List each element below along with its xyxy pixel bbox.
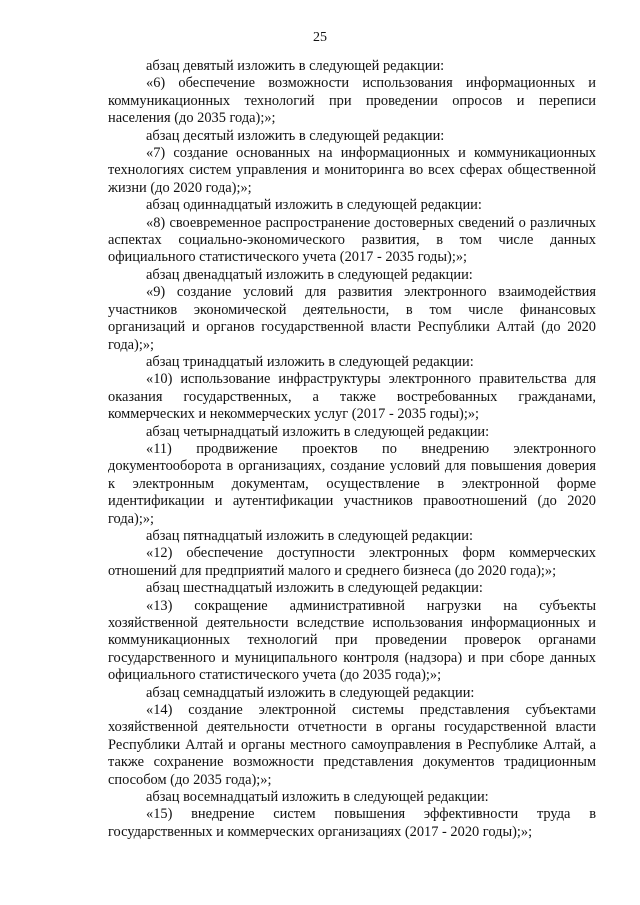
paragraph-3: абзац десятый изложить в следующей редакции:: [146, 127, 445, 144]
paragraph-11: абзац четырнадцатый изложить в следующей редакции:: [146, 423, 490, 440]
paragraph-14: «12) обеспечение доступности электронных форм коммерческих отношений для предприятий малого и среднего бизнеса (до 2020 года);»;: [108, 545, 596, 579]
paragraph-5: абзац одиннадцатый изложить в следующей редакции:: [146, 197, 482, 214]
paragraph-17: абзац семнадцатый изложить в следующей редакции:: [146, 684, 475, 701]
document-body: [108, 58, 596, 841]
paragraph-9: абзац тринадцатый изложить в следующей редакции:: [146, 353, 474, 370]
paragraph-8: «9) создание условий для развития электронного взаимодействия участников экономической деятельности, в том числе финансовых организаций и органов государственной власти Республики Алтай (до 2020 года);»;: [108, 284, 596, 353]
paragraph-20: «15) внедрение систем повышения эффективности труда в государственных и коммерческих организациях (2017 - 2020 годы);»;: [108, 806, 596, 840]
paragraph-16: «13) сокращение административной нагрузки на субъекты хозяйственной деятельности вследствие использования информационных и коммуникационных технологий при проведении проверок органами государственного и муниципального контроля (надзора) и при сборе данных официального статистического учета (до 2035 года);»;: [108, 597, 596, 684]
paragraph-2: «6) обеспечение возможности использования информационных и коммуникационных технологий при проведении опросов и переписи населения (до 2035 года);»;: [108, 75, 596, 127]
page-number: 25: [313, 30, 327, 45]
paragraph-12: «11) продвижение проектов по внедрению электронного документооборота в организациях, создание условий для повышения доверия к электронным документам, осуществление в электронной форме идентификации и аутентификации участников правоотношений (до 2020 года);»;: [108, 440, 596, 527]
paragraph-18: «14) создание электронной системы представления субъектами хозяйственной деятельности отчетности в органы государственной власти Республики Алтай и органы местного самоуправления в Республике Алтай, а также сохранение возможности представления документов традиционным способом (до 2035 года);»;: [108, 702, 596, 788]
paragraph-6: «8) своевременное распространение достоверных сведений о различных аспектах социально-экономического развития, в том числе данных официального статистического учета (2017 - 2035 годы);»;: [108, 214, 596, 266]
paragraph-10: «10) использование инфраструктуры электронного правительства для оказания государственных, а также востребованных гражданами, коммерческих и некоммерческих услуг (2017 - 2035 годы);»;: [108, 371, 596, 423]
paragraph-15: абзац шестнадцатый изложить в следующей редакции:: [146, 580, 483, 597]
paragraph-7: абзац двенадцатый изложить в следующей редакции:: [146, 266, 473, 283]
paragraph-13: абзац пятнадцатый изложить в следующей редакции:: [146, 527, 473, 544]
paragraph-4: «7) создание основанных на информационных и коммуникационных технологиях систем управления и мониторинга во всех сферах общественной жизни (до 2020 года);»;: [108, 145, 596, 196]
paragraph-19: абзац восемнадцатый изложить в следующей редакции:: [146, 789, 489, 806]
paragraph-1: абзац девятый изложить в следующей редакции:: [146, 58, 445, 74]
